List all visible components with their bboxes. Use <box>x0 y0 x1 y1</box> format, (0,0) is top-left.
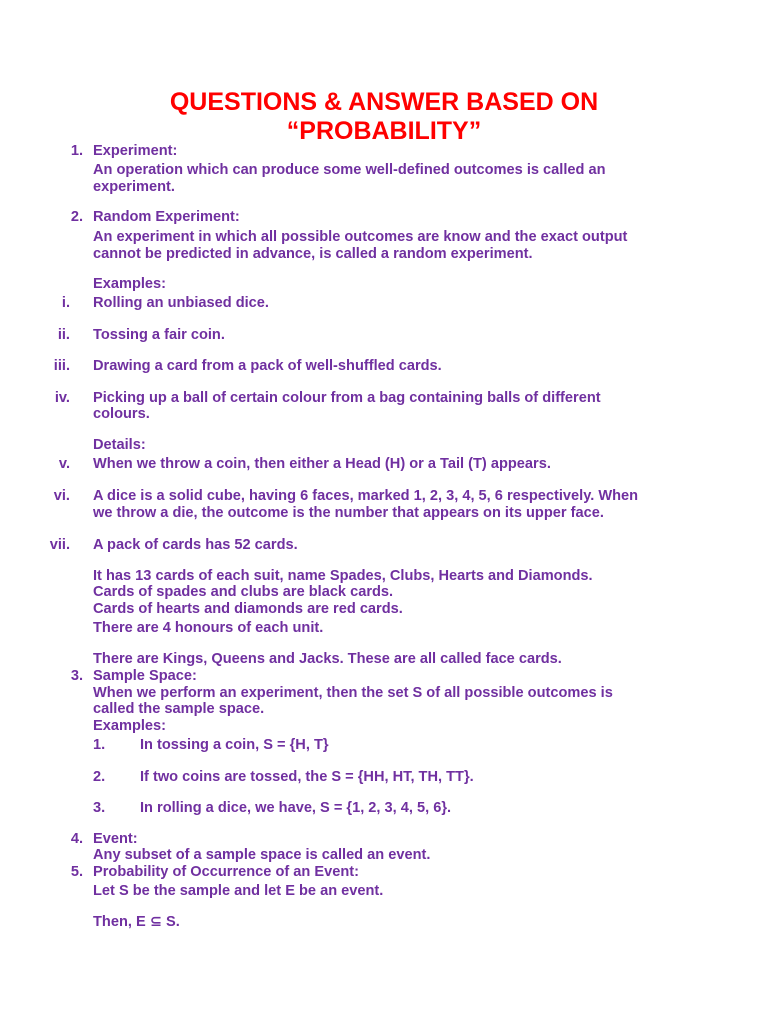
section-heading-probability-occurrence: Probability of Occurrence of an Event: <box>93 864 359 880</box>
document-title-line-1: QUESTIONS & ANSWER BASED ON <box>169 88 599 116</box>
paragraph-line: called the sample space. <box>93 701 265 717</box>
roman-numeral: vii. <box>49 537 70 553</box>
paragraph-line: Cards of spades and clubs are black cards. <box>93 584 394 600</box>
roman-numeral: vi. <box>53 488 70 504</box>
list-item: When we throw a coin, then either a Head (H) or a Tail (T) appears. <box>93 456 551 472</box>
paragraph-line: Then, E ⊆ S. <box>93 914 180 930</box>
section-number: 4. <box>70 831 83 847</box>
section-number: 2. <box>70 209 83 225</box>
paragraph-line: There are 4 honours of each unit. <box>93 620 324 636</box>
example-number: 2. <box>93 769 106 785</box>
roman-numeral: i. <box>61 295 70 311</box>
paragraph-line: An operation which can produce some well-defined outcomes is called an <box>93 162 606 178</box>
list-item: Rolling an unbiased dice. <box>93 295 269 311</box>
list-item: A pack of cards has 52 cards. <box>93 537 298 553</box>
section-number: 1. <box>70 143 83 159</box>
section-number: 3. <box>70 668 83 684</box>
roman-numeral: iv. <box>54 390 70 406</box>
paragraph-line: When we perform an experiment, then the set S of all possible outcomes is <box>93 685 613 701</box>
examples-label: Examples: <box>93 718 167 734</box>
section-heading-random-experiment: Random Experiment: <box>93 209 240 225</box>
list-item: If two coins are tossed, the S = {HH, HT, TH, TT}. <box>140 769 474 785</box>
paragraph-line: Any subset of a sample space is called an event. <box>93 847 431 863</box>
roman-numeral: ii. <box>57 327 70 343</box>
roman-numeral: iii. <box>53 358 70 374</box>
list-item: Picking up a ball of certain colour from a bag containing balls of different <box>93 390 601 406</box>
details-label: Details: <box>93 437 146 453</box>
paragraph-line: An experiment in which all possible outcomes are know and the exact output <box>93 229 628 245</box>
list-item: Tossing a fair coin. <box>93 327 225 343</box>
paragraph-line: cannot be predicted in advance, is called a random experiment. <box>93 246 533 262</box>
paragraph-line: Cards of hearts and diamonds are red cards. <box>93 601 403 617</box>
section-heading-experiment: Experiment: <box>93 143 178 159</box>
list-item: In tossing a coin, S = {H, T} <box>140 737 329 753</box>
paragraph-line: Let S be the sample and let E be an event. <box>93 883 384 899</box>
list-item: Drawing a card from a pack of well-shuffled cards. <box>93 358 442 374</box>
list-item-continuation: colours. <box>93 406 150 422</box>
example-number: 1. <box>93 737 106 753</box>
paragraph-line: experiment. <box>93 179 175 195</box>
list-item: A dice is a solid cube, having 6 faces, marked 1, 2, 3, 4, 5, 6 respectively. When <box>93 488 639 504</box>
paragraph-line: There are Kings, Queens and Jacks. These are all called face cards. <box>93 651 562 667</box>
list-item-continuation: we throw a die, the outcome is the number that appears on its upper face. <box>93 505 604 521</box>
section-heading-sample-space: Sample Space: <box>93 668 197 684</box>
list-item: In rolling a dice, we have, S = {1, 2, 3, 4, 5, 6}. <box>140 800 452 816</box>
section-number: 5. <box>70 864 83 880</box>
document-title-line-2: “PROBABILITY” <box>286 117 482 145</box>
section-heading-event: Event: <box>93 831 138 847</box>
roman-numeral: v. <box>58 456 70 472</box>
examples-label: Examples: <box>93 276 167 292</box>
paragraph-line: It has 13 cards of each suit, name Spades, Clubs, Hearts and Diamonds. <box>93 568 593 584</box>
example-number: 3. <box>93 800 106 816</box>
